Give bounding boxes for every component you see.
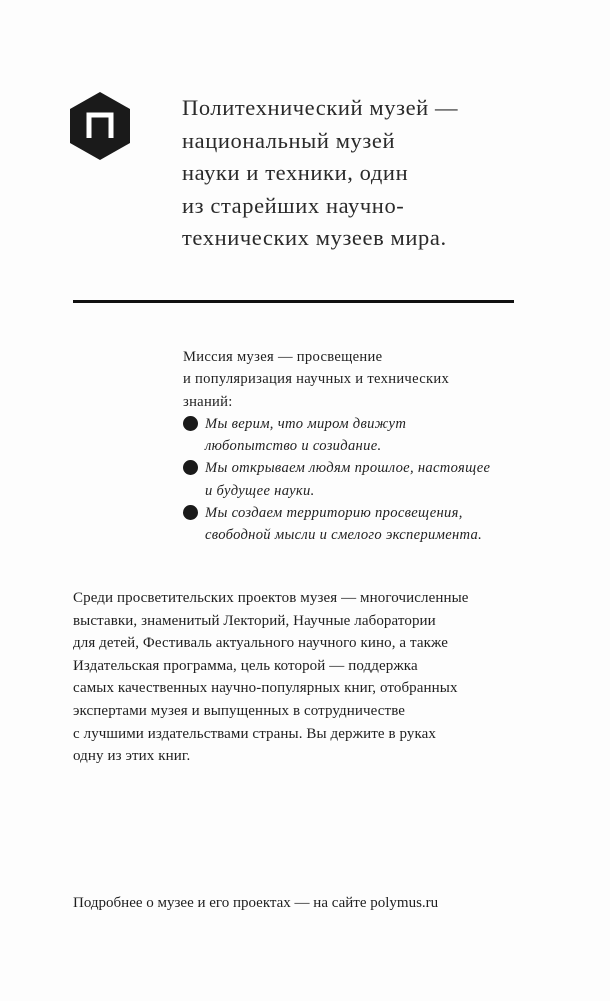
bullet-line: и будущее науки. xyxy=(205,482,315,499)
bullet-line: Мы верим, что миром движут xyxy=(205,415,407,432)
bullet-line: любопытство и созидание. xyxy=(205,438,382,455)
heading-line: науки и техники, один xyxy=(182,160,409,185)
bullet-icon xyxy=(183,416,198,431)
body-line: одну из этих книг. xyxy=(73,748,191,765)
mission-bullet xyxy=(183,413,490,458)
mission-intro-line: и популяризация научных и технических xyxy=(183,371,450,388)
bullet-line: Мы создаем территорию просвещения, xyxy=(205,505,463,522)
body-line: выставки, знаменитый Лекторий, Научные лаборатории xyxy=(73,612,436,629)
bullet-line: свободной мысли и смелого эксперимента. xyxy=(205,527,483,544)
page-heading xyxy=(182,92,458,255)
heading-line: национальный музей xyxy=(182,127,396,153)
mission-bullet xyxy=(183,502,490,547)
body-line: экспертами музея и выпущенных в сотрудничестве xyxy=(73,702,406,719)
heading-line: технических музеев мира. xyxy=(182,225,447,250)
body-line: с лучшими издательствами страны. Вы держите в руках xyxy=(73,725,437,742)
body-line: Издательская программа, цель которой — поддержка xyxy=(73,657,418,674)
museum-logo-icon xyxy=(68,91,132,161)
body-paragraph xyxy=(73,587,469,768)
bullet-icon xyxy=(183,505,198,520)
footer-note: Подробнее о музее и его проектах — на сайте polymus.ru xyxy=(73,895,439,911)
body-line: для детей, Фестиваль актуального научного кино, а также xyxy=(73,635,449,652)
divider xyxy=(73,300,514,303)
bullet-line: Мы открываем людям прошлое, настоящее xyxy=(205,460,491,477)
mission-block xyxy=(183,346,490,547)
mission-bullet xyxy=(183,457,490,502)
bullet-icon xyxy=(183,460,198,475)
heading-line: из старейших научно- xyxy=(182,192,405,218)
mission-intro-line: Миссия музея — просвещение xyxy=(183,349,383,365)
body-line: Среди просветительских проектов музея — многочисленные xyxy=(73,590,469,606)
mission-intro-line: знаний: xyxy=(183,393,233,410)
body-line: самых качественных научно-популярных книг, отобранных xyxy=(73,680,458,697)
heading-line: Политехнический музей — xyxy=(182,95,459,120)
